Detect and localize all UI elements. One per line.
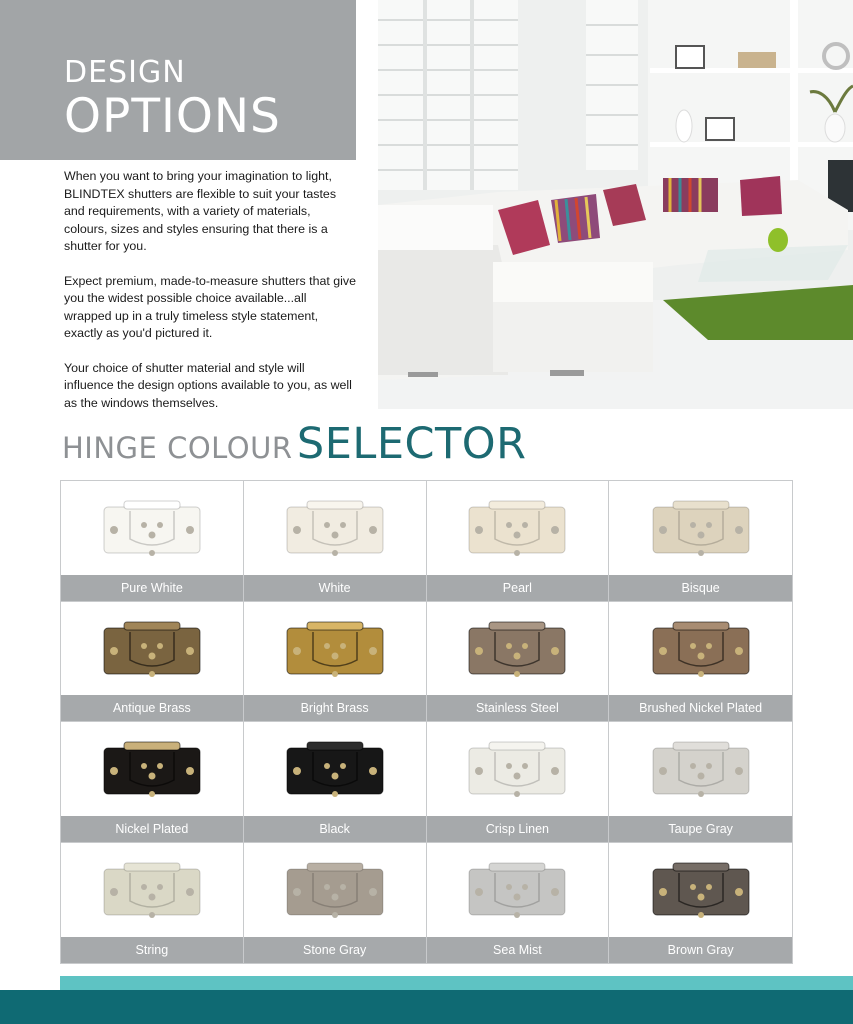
hinge-swatch[interactable]	[427, 602, 610, 723]
hinge-label: Stainless Steel	[427, 695, 609, 721]
hinge-label: Bright Brass	[244, 695, 426, 721]
hinge-selector-title	[62, 419, 527, 469]
hinge-label: Nickel Plated	[61, 816, 243, 842]
hinge-image	[285, 740, 385, 802]
hinge-image	[651, 620, 751, 682]
hinge-image	[467, 740, 567, 802]
selector-title-part1: HINGE COLOUR	[62, 431, 293, 465]
hinge-swatch[interactable]	[427, 722, 610, 843]
intro-paragraph: Your choice of shutter material and style will influence the design options available to you, as well as the windows themselves.	[64, 360, 352, 410]
hinge-image	[102, 861, 202, 923]
hinge-label: Stone Gray	[244, 937, 426, 963]
hinge-swatch[interactable]	[427, 481, 610, 602]
hinge-swatch[interactable]	[244, 481, 427, 602]
hinge-swatch[interactable]	[609, 602, 792, 723]
hinge-image	[467, 861, 567, 923]
title-small: DESIGN	[64, 55, 186, 90]
title-box	[0, 0, 356, 160]
footer-band-light	[60, 976, 853, 990]
hinge-image	[467, 620, 567, 682]
hinge-image	[102, 740, 202, 802]
hinge-swatch[interactable]	[609, 843, 792, 964]
intro-text	[64, 168, 356, 429]
intro-paragraph: Expect premium, made-to-measure shutters that give you the widest possible choice available...all wrapped up in a truly timeless style statement, exactly as you'd pictured it.	[64, 273, 356, 340]
hinge-swatch[interactable]	[609, 481, 792, 602]
hinge-swatch[interactable]	[244, 602, 427, 723]
hinge-label: Taupe Gray	[609, 816, 792, 842]
hinge-label: Pearl	[427, 575, 609, 601]
hinge-label: Brushed Nickel Plated	[609, 695, 792, 721]
hinge-label: Pure White	[61, 575, 243, 601]
hinge-image	[285, 499, 385, 561]
hinge-swatch[interactable]	[427, 843, 610, 964]
hinge-swatch[interactable]	[61, 843, 244, 964]
hinge-image	[102, 620, 202, 682]
hinge-label: Brown Gray	[609, 937, 792, 963]
hinge-label: Crisp Linen	[427, 816, 609, 842]
hinge-label: Sea Mist	[427, 937, 609, 963]
hinge-label: Bisque	[609, 575, 792, 601]
hinge-image	[285, 620, 385, 682]
hinge-swatch[interactable]	[609, 722, 792, 843]
hinge-label: String	[61, 937, 243, 963]
hinge-image	[102, 499, 202, 561]
selector-title-part2: SELECTOR	[296, 419, 527, 469]
hinge-colour-grid	[60, 480, 793, 964]
hinge-label: White	[244, 575, 426, 601]
hinge-swatch[interactable]	[244, 722, 427, 843]
hinge-swatch[interactable]	[61, 481, 244, 602]
hinge-swatch[interactable]	[61, 602, 244, 723]
title-large: OPTIONS	[64, 89, 281, 144]
hinge-swatch[interactable]	[61, 722, 244, 843]
hinge-swatch[interactable]	[244, 843, 427, 964]
hinge-image	[467, 499, 567, 561]
hinge-image	[651, 499, 751, 561]
footer-band-dark	[0, 990, 853, 1024]
hinge-image	[651, 740, 751, 802]
hinge-label: Black	[244, 816, 426, 842]
hinge-image	[651, 861, 751, 923]
hinge-image	[285, 861, 385, 923]
hinge-label: Antique Brass	[61, 695, 243, 721]
living-room-photo	[378, 0, 853, 409]
intro-paragraph: When you want to bring your imagination to light, BLINDTEX shutters are flexible to suit your tastes and requirements, with a variety of materials, colours, sizes and styles ensuring that there is a shutter for you.	[64, 169, 337, 253]
